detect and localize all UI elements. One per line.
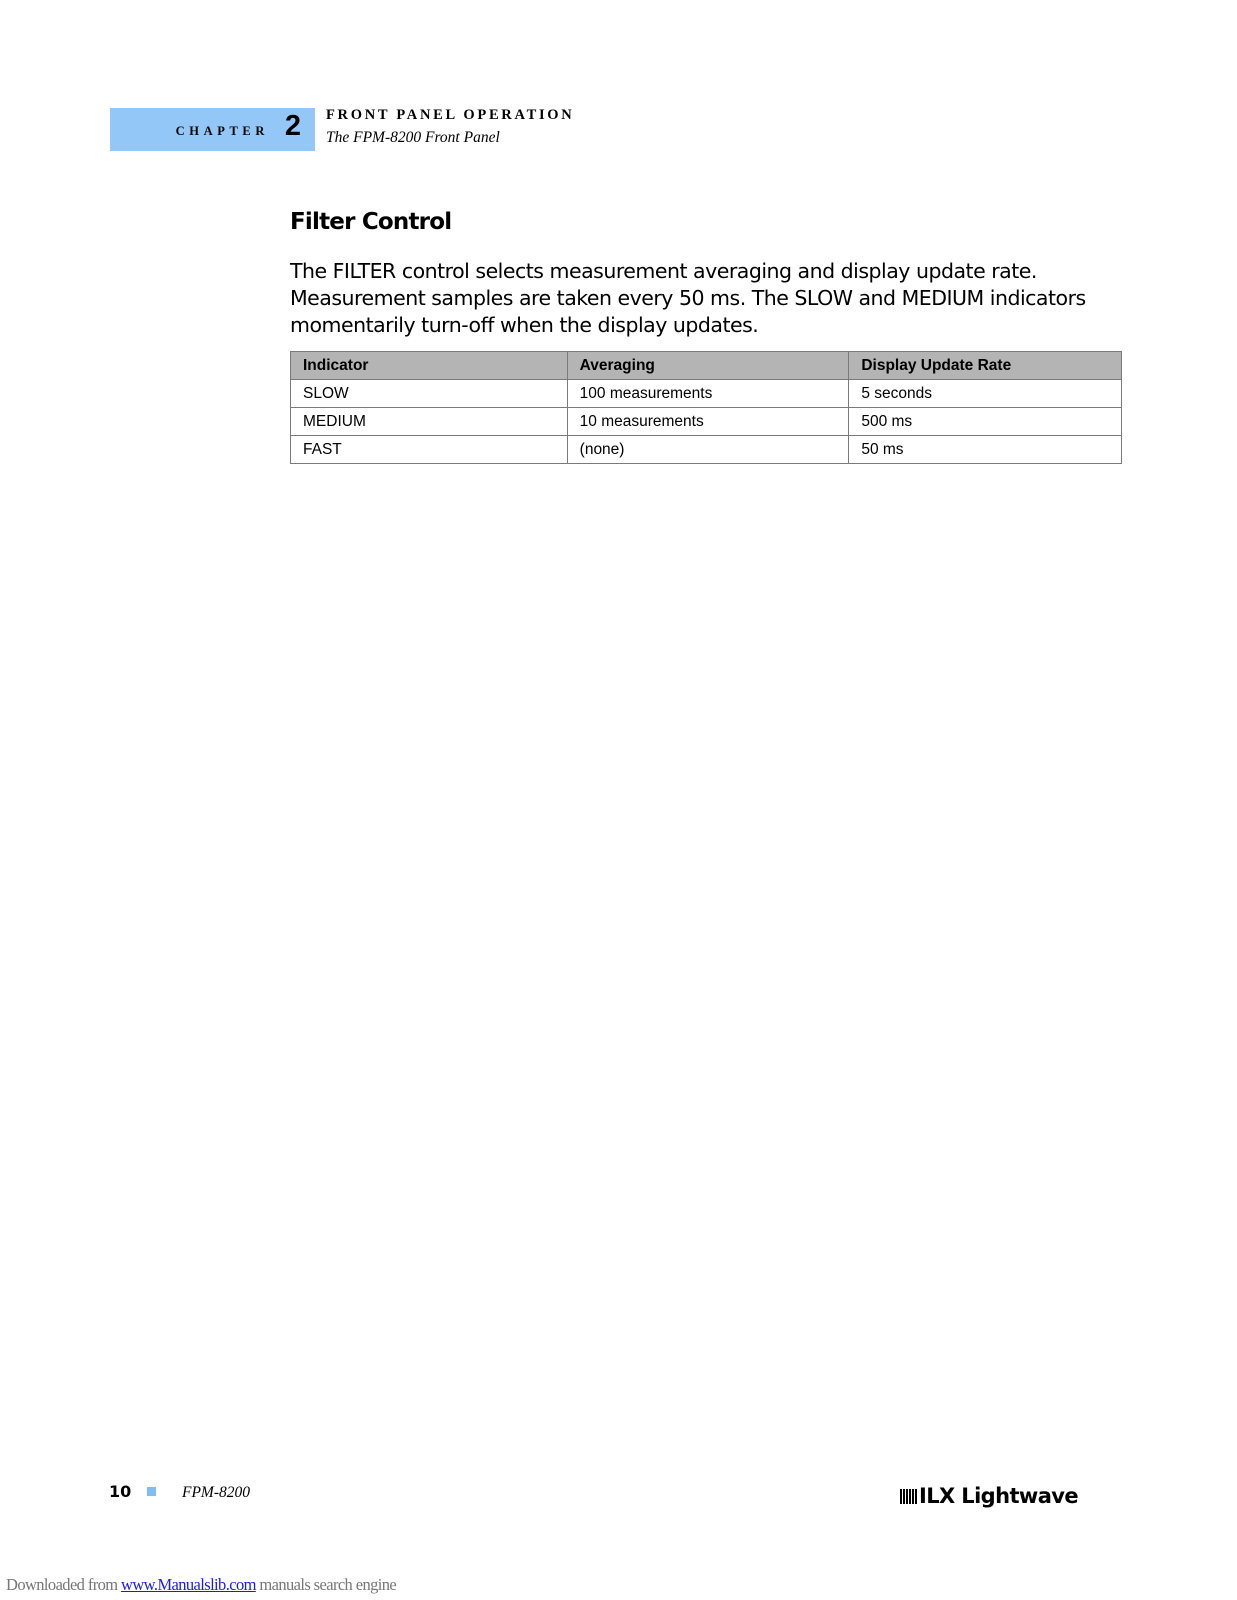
- download-prefix: Downloaded from: [6, 1575, 118, 1594]
- table-cell: MEDIUM: [291, 408, 568, 436]
- page-number: 10: [109, 1482, 132, 1501]
- table-header-cell: Averaging: [567, 352, 849, 380]
- barcode-logo-icon: [900, 1489, 917, 1504]
- chapter-label: CHAPTER: [175, 124, 269, 138]
- chapter-number: 2: [284, 110, 301, 142]
- footer-model: FPM-8200: [182, 1484, 251, 1501]
- section-heading: Filter Control: [290, 209, 452, 235]
- table-cell: FAST: [291, 436, 568, 464]
- table-cell: 50 ms: [849, 436, 1122, 464]
- logo-text: ILX Lightwave: [919, 1484, 1079, 1508]
- ilx-lightwave-logo: [900, 1484, 1078, 1508]
- filter-table: [290, 351, 1122, 464]
- table-header-row: [291, 352, 1122, 380]
- footer-square-icon: [147, 1487, 156, 1496]
- running-header-subtitle: The FPM-8200 Front Panel: [326, 129, 500, 146]
- table-cell: (none): [567, 436, 849, 464]
- chapter-banner: [110, 108, 315, 151]
- table-header-cell: Indicator: [291, 352, 568, 380]
- table-header-cell: Display Update Rate: [849, 352, 1122, 380]
- table-cell: 100 measurements: [567, 380, 849, 408]
- running-header-title: FRONT PANEL OPERATION: [326, 107, 575, 123]
- table-row: [291, 436, 1122, 464]
- table-row: [291, 408, 1122, 436]
- section-paragraph: The FILTER control selects measurement averaging and display update rate. Measurement samples are taken every 50 ms. The SLOW and MEDIUM indicators momentarily turn-off when the display updates.: [290, 259, 1086, 337]
- table-cell: 500 ms: [849, 408, 1122, 436]
- download-suffix: manuals search engine: [259, 1575, 397, 1594]
- download-notice: [6, 1575, 396, 1595]
- table-cell: 10 measurements: [567, 408, 849, 436]
- table-cell: 5 seconds: [849, 380, 1122, 408]
- table-cell: SLOW: [291, 380, 568, 408]
- manualslib-link[interactable]: www.Manualslib.com: [121, 1575, 256, 1594]
- table-row: [291, 380, 1122, 408]
